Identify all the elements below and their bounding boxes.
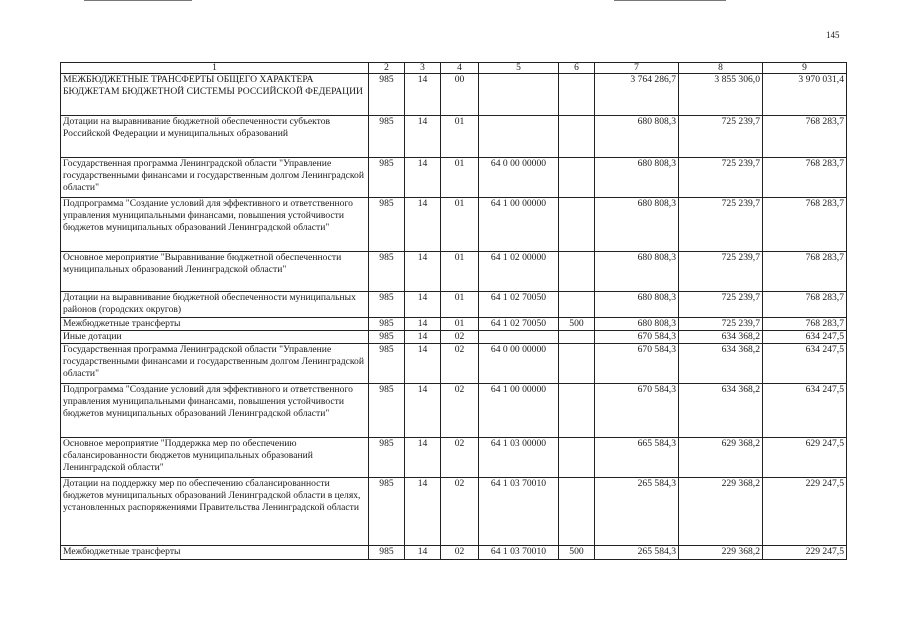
target-article-cell: 64 1 00 00000 bbox=[479, 198, 559, 252]
amount-col9-cell: 768 283,7 bbox=[763, 158, 847, 198]
row-name-cell: Межбюджетные трансферты bbox=[61, 318, 369, 331]
table-row bbox=[61, 252, 847, 292]
column-header: 6 bbox=[559, 63, 595, 74]
amount-col8-cell: 725 239,7 bbox=[679, 318, 763, 331]
subsection-code-cell: 01 bbox=[441, 198, 479, 252]
amount-col7-cell: 670 584,3 bbox=[595, 384, 679, 438]
row-name-cell: Подпрограмма "Создание условий для эффективного и ответственного управления муниципальными финансами, повышения устойчивости бюджетов муниципальных образований Ленинградской области" bbox=[61, 384, 369, 438]
expense-type-cell bbox=[559, 331, 595, 344]
ministry-code-cell: 985 bbox=[369, 74, 405, 116]
row-name-cell: Дотации на выравнивание бюджетной обеспеченности субъектов Российской Федерации и муниципальных образований bbox=[61, 116, 369, 158]
target-article-cell: 64 0 00 00000 bbox=[479, 344, 559, 384]
row-name-cell: Иные дотации bbox=[61, 331, 369, 344]
column-header: 8 bbox=[679, 63, 763, 74]
amount-col8-cell: 634 368,2 bbox=[679, 344, 763, 384]
amount-col7-cell: 670 584,3 bbox=[595, 344, 679, 384]
subsection-code-cell: 02 bbox=[441, 331, 479, 344]
table-row bbox=[61, 478, 847, 546]
amount-col7-cell: 680 808,3 bbox=[595, 318, 679, 331]
amount-col7-cell: 3 764 286,7 bbox=[595, 74, 679, 116]
target-article-cell bbox=[479, 74, 559, 116]
amount-col7-cell: 680 808,3 bbox=[595, 158, 679, 198]
amount-col7-cell: 665 584,3 bbox=[595, 438, 679, 478]
subsection-code-cell: 02 bbox=[441, 546, 479, 560]
row-name-cell: Основное мероприятие "Поддержка мер по обеспечению сбалансированности бюджетов муниципальных образований Ленинградской области" bbox=[61, 438, 369, 478]
table-row bbox=[61, 158, 847, 198]
amount-col9-cell: 768 283,7 bbox=[763, 198, 847, 252]
subsection-code-cell: 01 bbox=[441, 292, 479, 318]
amount-col7-cell: 265 584,3 bbox=[595, 546, 679, 560]
expense-type-cell bbox=[559, 438, 595, 478]
amount-col8-cell: 725 239,7 bbox=[679, 198, 763, 252]
ministry-code-cell: 985 bbox=[369, 478, 405, 546]
amount-col8-cell: 3 855 306,0 bbox=[679, 74, 763, 116]
subsection-code-cell: 00 bbox=[441, 74, 479, 116]
expense-type-cell bbox=[559, 292, 595, 318]
amount-col9-cell: 634 247,5 bbox=[763, 344, 847, 384]
section-code-cell: 14 bbox=[405, 384, 441, 438]
column-header: 2 bbox=[369, 63, 405, 74]
target-article-cell bbox=[479, 116, 559, 158]
section-code-cell: 14 bbox=[405, 546, 441, 560]
section-code-cell: 14 bbox=[405, 198, 441, 252]
subsection-code-cell: 02 bbox=[441, 344, 479, 384]
amount-col8-cell: 229 368,2 bbox=[679, 546, 763, 560]
column-header: 1 bbox=[61, 63, 369, 74]
target-article-cell: 64 0 00 00000 bbox=[479, 158, 559, 198]
row-name-cell: Основное мероприятие "Выравнивание бюджетной обеспеченности муниципальных образований Ленинградской области" bbox=[61, 252, 369, 292]
amount-col9-cell: 3 970 031,4 bbox=[763, 74, 847, 116]
amount-col8-cell: 634 368,2 bbox=[679, 331, 763, 344]
expense-type-cell bbox=[559, 116, 595, 158]
target-article-cell: 64 1 00 00000 bbox=[479, 384, 559, 438]
table-row bbox=[61, 438, 847, 478]
section-code-cell: 14 bbox=[405, 252, 441, 292]
section-code-cell: 14 bbox=[405, 292, 441, 318]
section-code-cell: 14 bbox=[405, 158, 441, 198]
amount-col9-cell: 768 283,7 bbox=[763, 318, 847, 331]
amount-col9-cell: 229 247,5 bbox=[763, 478, 847, 546]
budget-table bbox=[60, 62, 847, 560]
ministry-code-cell: 985 bbox=[369, 116, 405, 158]
amount-col9-cell: 768 283,7 bbox=[763, 116, 847, 158]
ministry-code-cell: 985 bbox=[369, 252, 405, 292]
expense-type-cell: 500 bbox=[559, 318, 595, 331]
amount-col7-cell: 680 808,3 bbox=[595, 198, 679, 252]
amount-col7-cell: 670 584,3 bbox=[595, 331, 679, 344]
ministry-code-cell: 985 bbox=[369, 331, 405, 344]
target-article-cell: 64 1 03 70010 bbox=[479, 546, 559, 560]
ministry-code-cell: 985 bbox=[369, 384, 405, 438]
amount-col8-cell: 725 239,7 bbox=[679, 252, 763, 292]
table-row bbox=[61, 116, 847, 158]
amount-col9-cell: 634 247,5 bbox=[763, 384, 847, 438]
top-rule-left bbox=[84, 0, 192, 1]
row-name-cell: Межбюджетные трансферты bbox=[61, 546, 369, 560]
column-header: 9 bbox=[763, 63, 847, 74]
target-article-cell: 64 1 03 70010 bbox=[479, 478, 559, 546]
row-name-cell: Государственная программа Ленинградской области "Управление государственными финансами и государственным долгом Ленинградской области" bbox=[61, 344, 369, 384]
amount-col8-cell: 629 368,2 bbox=[679, 438, 763, 478]
expense-type-cell bbox=[559, 384, 595, 438]
page-number: 145 bbox=[826, 30, 840, 40]
amount-col9-cell: 629 247,5 bbox=[763, 438, 847, 478]
amount-col7-cell: 680 808,3 bbox=[595, 116, 679, 158]
column-header: 4 bbox=[441, 63, 479, 74]
expense-type-cell bbox=[559, 158, 595, 198]
expense-type-cell bbox=[559, 74, 595, 116]
subsection-code-cell: 01 bbox=[441, 116, 479, 158]
subsection-code-cell: 01 bbox=[441, 158, 479, 198]
ministry-code-cell: 985 bbox=[369, 318, 405, 331]
amount-col9-cell: 768 283,7 bbox=[763, 252, 847, 292]
ministry-code-cell: 985 bbox=[369, 198, 405, 252]
section-code-cell: 14 bbox=[405, 74, 441, 116]
expense-type-cell bbox=[559, 198, 595, 252]
table-row bbox=[61, 331, 847, 344]
table-row bbox=[61, 74, 847, 116]
amount-col9-cell: 768 283,7 bbox=[763, 292, 847, 318]
expense-type-cell bbox=[559, 252, 595, 292]
subsection-code-cell: 02 bbox=[441, 438, 479, 478]
ministry-code-cell: 985 bbox=[369, 344, 405, 384]
subsection-code-cell: 01 bbox=[441, 318, 479, 331]
subsection-code-cell: 02 bbox=[441, 478, 479, 546]
table-row bbox=[61, 318, 847, 331]
section-code-cell: 14 bbox=[405, 438, 441, 478]
amount-col9-cell: 634 247,5 bbox=[763, 331, 847, 344]
subsection-code-cell: 02 bbox=[441, 384, 479, 438]
ministry-code-cell: 985 bbox=[369, 438, 405, 478]
table-row bbox=[61, 384, 847, 438]
amount-col8-cell: 725 239,7 bbox=[679, 292, 763, 318]
row-name-cell: Дотации на поддержку мер по обеспечению сбалансированности бюджетов муниципальных образований Ленинградской области в целях, установленных распоряжениями Правительства Ленинградской области bbox=[61, 478, 369, 546]
column-header: 5 bbox=[479, 63, 559, 74]
target-article-cell: 64 1 02 70050 bbox=[479, 318, 559, 331]
section-code-cell: 14 bbox=[405, 478, 441, 546]
subsection-code-cell: 01 bbox=[441, 252, 479, 292]
target-article-cell bbox=[479, 331, 559, 344]
row-name-cell: Государственная программа Ленинградской области "Управление государственными финансами и государственным долгом Ленинградской области" bbox=[61, 158, 369, 198]
target-article-cell: 64 1 02 00000 bbox=[479, 252, 559, 292]
row-name-cell: МЕЖБЮДЖЕТНЫЕ ТРАНСФЕРТЫ ОБЩЕГО ХАРАКТЕРА БЮДЖЕТАМ БЮДЖЕТНОЙ СИСТЕМЫ РОССИЙСКОЙ ФЕДЕРАЦИИ bbox=[61, 74, 369, 116]
amount-col9-cell: 229 247,5 bbox=[763, 546, 847, 560]
top-rule-right bbox=[614, 0, 726, 1]
section-code-cell: 14 bbox=[405, 318, 441, 331]
expense-type-cell: 500 bbox=[559, 546, 595, 560]
column-number-row bbox=[61, 63, 847, 74]
target-article-cell: 64 1 03 00000 bbox=[479, 438, 559, 478]
amount-col8-cell: 634 368,2 bbox=[679, 384, 763, 438]
target-article-cell: 64 1 02 70050 bbox=[479, 292, 559, 318]
section-code-cell: 14 bbox=[405, 116, 441, 158]
amount-col8-cell: 229 368,2 bbox=[679, 478, 763, 546]
table-row bbox=[61, 344, 847, 384]
amount-col7-cell: 265 584,3 bbox=[595, 478, 679, 546]
expense-type-cell bbox=[559, 344, 595, 384]
amount-col7-cell: 680 808,3 bbox=[595, 292, 679, 318]
amount-col8-cell: 725 239,7 bbox=[679, 116, 763, 158]
table-row bbox=[61, 546, 847, 560]
amount-col8-cell: 725 239,7 bbox=[679, 158, 763, 198]
amount-col7-cell: 680 808,3 bbox=[595, 252, 679, 292]
row-name-cell: Дотации на выравнивание бюджетной обеспеченности муниципальных районов (городских округов) bbox=[61, 292, 369, 318]
section-code-cell: 14 bbox=[405, 331, 441, 344]
expense-type-cell bbox=[559, 478, 595, 546]
table-row bbox=[61, 292, 847, 318]
column-header: 3 bbox=[405, 63, 441, 74]
ministry-code-cell: 985 bbox=[369, 546, 405, 560]
ministry-code-cell: 985 bbox=[369, 292, 405, 318]
table-row bbox=[61, 198, 847, 252]
column-header: 7 bbox=[595, 63, 679, 74]
ministry-code-cell: 985 bbox=[369, 158, 405, 198]
section-code-cell: 14 bbox=[405, 344, 441, 384]
row-name-cell: Подпрограмма "Создание условий для эффективного и ответственного управления муниципальными финансами, повышения устойчивости бюджетов муниципальных образований Ленинградской области" bbox=[61, 198, 369, 252]
